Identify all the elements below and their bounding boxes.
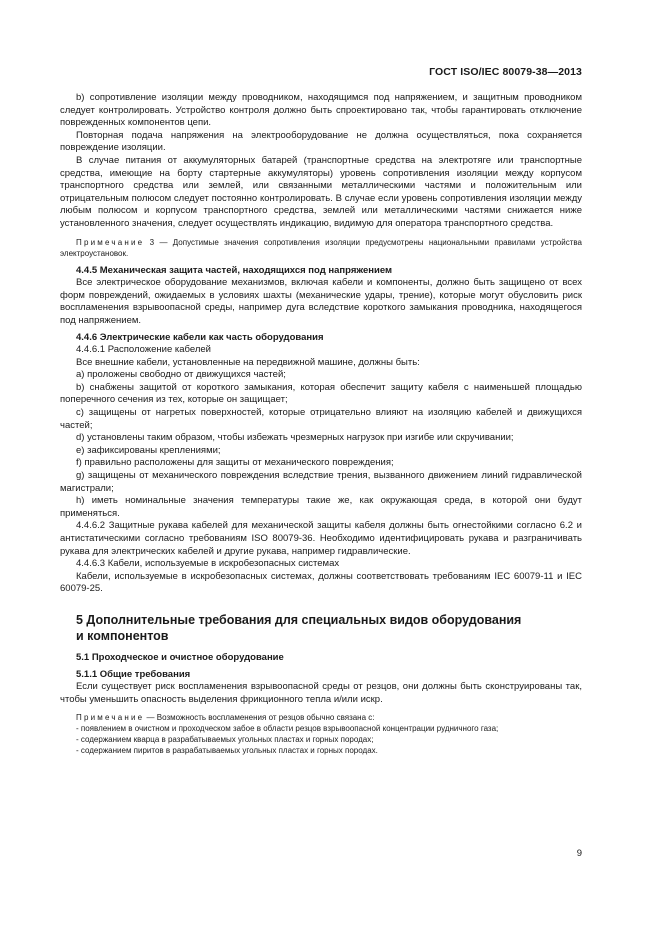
note-item: - содержанием пиритов в разрабатываемых угольных пластах и горных породах. <box>76 746 378 756</box>
list-item: d) установлены таким образом, чтобы избежать чрезмерных нагрузок при изгибе или скручивании; <box>76 432 514 444</box>
paragraph: Если существует риск воспламенения взрывоопасной среды от резцов, они должны быть сконструированы так, чтобы уменьшить опасность выделения фрикционного тепла и/или искр. <box>60 681 582 705</box>
paragraph: В случае питания от аккумуляторных батарей (транспортные средства на электротяге или транспортные средства, имеющие на борту стартерные аккумуляторы) уровень сопротивления изоляции между корпусом транспортного средства или землей, или связанными металлическими частями и положительным или отрицательным полюсом следует постоянно контролировать. В случае если уровень сопротивления изоляции между любым полюсом и корпусом транспортного средства, землей или металлическими частями снижается ниже установленного значения, следует осуществлять индикацию, видимую для оператора транспортного средства. <box>60 154 582 229</box>
section-heading-5 <box>60 612 582 644</box>
list-item: g) защищены от механического повреждения вследствие трения, вызванного движением линий гидравлической магистрали; <box>60 470 582 494</box>
note <box>60 712 582 723</box>
list-item: c) защищены от нагретых поверхностей, которые отрицательно влияют на изоляцию кабелей и движущихся частей; <box>60 407 582 431</box>
note-prefix: Примечание <box>76 713 145 723</box>
paragraph: Кабели, используемые в искробезопасных системах, должны соответствовать требованиям IEC 60079-11 и IEC 60079-25. <box>60 570 582 595</box>
paragraph: b) сопротивление изоляции между проводником, находящимся под напряжением, и защитным проводником следует контролировать. Устройство контроля должно быть спроектировано так, чтобы гарантировать отключение поврежденных компонентов цепи. <box>60 92 582 129</box>
note-item: - появлением в очистном и проходческом забое в области резцов взрывоопасной концентрации рудничного газа; <box>76 724 499 734</box>
section-heading-5-line2: и компонентов <box>76 628 169 643</box>
note-text: — Возможность воспламенения от резцов обычно связана с: <box>144 713 375 723</box>
document-body <box>60 92 582 756</box>
paragraph: 4.4.6.2 Защитные рукава кабелей для механической защиты кабеля должны быть огнестойкими согласно 6.2 и антистатическими согласно требованиям ISO 80079-36. Необходимо идентифицировать рукава и разграничивать рукава для электрических кабелей и другие рукава, например гидравлические. <box>60 520 582 557</box>
document-id-header: ГОСТ ISO/IEC 80079-38—2013 <box>429 66 582 78</box>
section-heading-4-4-6: 4.4.6 Электрические кабели как часть оборудования <box>76 331 324 343</box>
note-prefix: Примечание <box>76 237 145 247</box>
note-text: 3 — Допустимые значения сопротивления изоляции предусмотрены национальными правилами устройства электроустановок. <box>60 237 582 258</box>
page-number: 9 <box>576 848 582 859</box>
note-3 <box>60 237 582 259</box>
note-item: - содержанием кварца в разрабатываемых угольных пластах и горных породах; <box>76 735 374 745</box>
list-item: f) правильно расположены для защиты от механического повреждения; <box>76 457 394 469</box>
section-heading-5-line1: 5 Дополнительные требования для специальных видов оборудования <box>76 612 522 627</box>
list-item: a) проложены свободно от движущихся частей; <box>76 369 286 381</box>
section-heading-5-1: 5.1 Проходческое и очистное оборудование <box>76 651 284 663</box>
list-item: e) зафиксированы креплениями; <box>76 444 221 456</box>
paragraph: Все электрическое оборудование механизмов, включая кабели и компоненты, должно быть защищено от всех форм повреждений, ожидаемых в условиях шахты (механические удары, трение), которые могут обусловить риск воспламенения взрывоопасной среды, например дуга вследствие короткого замыкания проводника, находящегося под напряжением. <box>60 277 582 326</box>
paragraph: Все внешние кабели, установленные на передвижной машине, должны быть: <box>76 356 420 368</box>
subsection-title-4-4-6-3: 4.4.6.3 Кабели, используемые в искробезопасных системах <box>76 558 340 570</box>
section-heading-4-4-5: 4.4.5 Механическая защита частей, находящихся под напряжением <box>76 264 393 276</box>
subsection-title-4-4-6-1: 4.4.6.1 Расположение кабелей <box>76 344 211 356</box>
list-item: h) иметь номинальные значения температуры такие же, как окружающая среда, в которой они будут применяться. <box>60 495 582 519</box>
paragraph: Повторная подача напряжения на электрооборудование не должна осуществляться, пока сохраняется повреждение изоляции. <box>60 129 582 154</box>
section-heading-5-1-1: 5.1.1 Общие требования <box>76 668 191 680</box>
list-item: b) снабжены защитой от короткого замыкания, которая обеспечит защиту кабеля с наименьшей площадью поперечного сечения из тех, которые он защищает; <box>60 381 582 406</box>
